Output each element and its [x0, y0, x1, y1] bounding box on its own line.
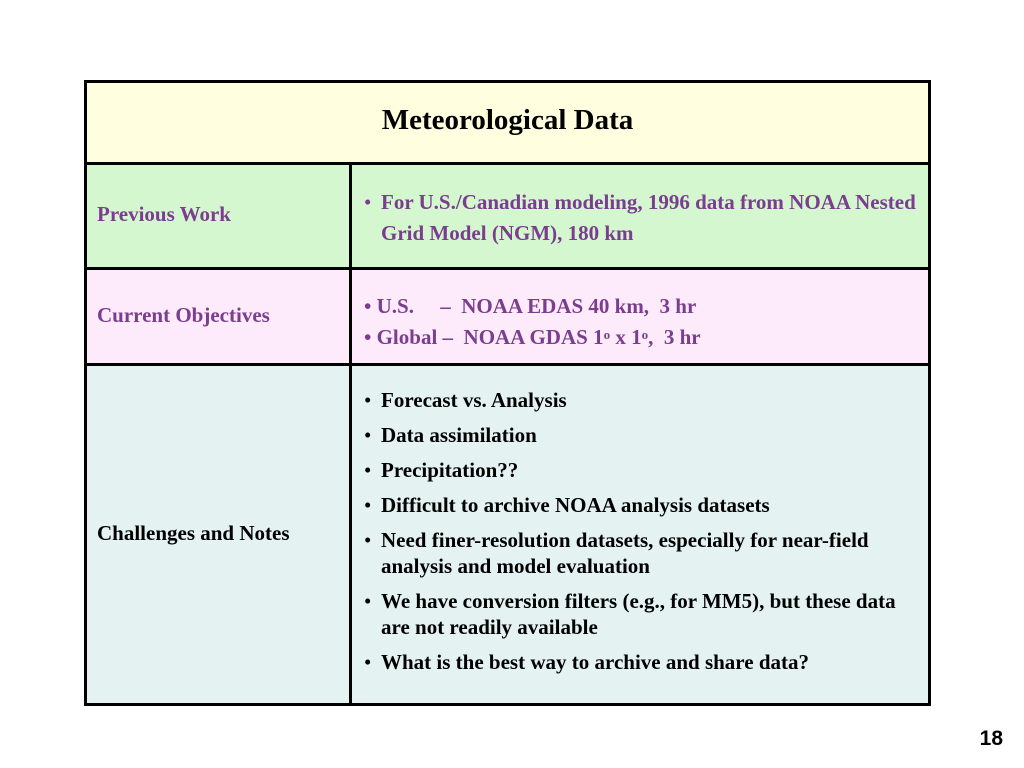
current-objectives-content	[352, 270, 928, 363]
global-objective-suffix: , 3 hr	[648, 325, 701, 349]
list-item: • Data assimilation	[364, 422, 928, 448]
global-objective-prefix: • Global – NOAA GDAS 1	[364, 325, 604, 349]
current-objectives-row	[87, 267, 928, 363]
challenges-list	[364, 387, 928, 675]
list-item: • Forecast vs. Analysis	[364, 387, 928, 413]
meteorological-data-table	[84, 80, 931, 706]
global-objective-middle: x 1	[610, 325, 642, 349]
table-title-row	[87, 83, 928, 165]
challenges-label: Challenges and Notes	[87, 366, 352, 703]
current-objectives-label: Current Objectives	[87, 270, 352, 363]
degree-superscript: o	[641, 327, 649, 342]
degree-superscript: o	[603, 327, 611, 342]
list-item: • Difficult to archive NOAA analysis datasets	[364, 492, 928, 518]
us-objective-line: • U.S. – NOAA EDAS 40 km, 3 hr	[364, 294, 697, 318]
previous-work-label: Previous Work	[87, 165, 352, 267]
previous-work-row	[87, 165, 928, 267]
page-number: 18	[979, 727, 1003, 750]
previous-work-content	[352, 165, 928, 267]
list-item: • Precipitation??	[364, 457, 928, 483]
previous-work-list	[364, 187, 928, 249]
list-item: • What is the best way to archive and share data?	[364, 649, 928, 675]
list-item: • We have conversion filters (e.g., for MM5), but these data are not readily available	[364, 588, 928, 640]
challenges-row	[87, 363, 928, 703]
challenges-content	[352, 366, 928, 703]
list-item: • Need finer-resolution datasets, especially for near-field analysis and model evaluation	[364, 527, 928, 579]
table-title: Meteorological Data	[381, 104, 634, 136]
global-objective-line	[364, 322, 928, 353]
list-item: • For U.S./Canadian modeling, 1996 data from NOAA Nested Grid Model (NGM), 180 km	[364, 187, 928, 249]
